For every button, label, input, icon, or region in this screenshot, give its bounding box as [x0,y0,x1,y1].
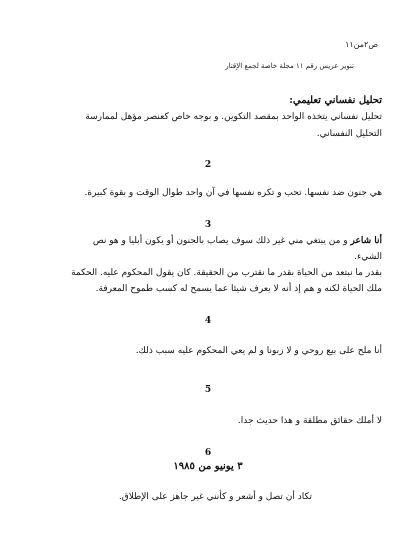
section-number: 3 [204,220,212,230]
section-number: 2 [204,160,212,170]
paragraph-line: ملك الحياة لكنه و هم إذ أنه لا يعرف شيئا عما يسمح له كسب طموح المعرفة. [95,284,382,294]
paragraph-line: هي جنون ضد نفسها. تحب و تكره نفسها في آن واحد طوال الوقت و بقوة كبيرة. [84,188,382,198]
paragraph-line: الشيء. [354,252,382,262]
paragraph-line: بقدر ما نبتعد من الحياة بقدر ما نقترب من الحقيقة. كان يقول المحكوم عليه. الحكمة [71,268,382,278]
document-header: تنوير عريس رقم ١١ مجلة خاصة لجمع الإقتار [225,62,354,70]
date-line: ٣ يونيو من ١٩٨٥ [173,461,243,472]
paragraph-line: لا أملك حقائق مطلقة و هذا حديث جدا. [237,416,382,426]
paragraph-line: تكاد أن تصل و أشعر و كأنني غير جاهز على الإطلاق. [118,492,312,502]
paragraph-line [93,236,382,246]
section-number: 4 [204,316,212,326]
line-text: و من يبتغي مني غير ذلك سوف يصاب بالجنون أو يكون أبليا و هو نص [92,236,348,246]
section-number: 6 [204,448,212,458]
section-number: 5 [204,385,212,395]
paragraph-line: التحليل النفساني. [316,129,382,139]
section-title: تحليل نفساني تعليمي: [289,95,382,106]
lead-phrase: أنا شاعر [350,236,382,246]
paragraph-line: أنا ملح على بيع روحي و لا زبونا و لم يعي المحكوم عليه سبب ذلك. [135,346,382,356]
page-number: ص٢من١١ [345,40,378,49]
paragraph-line: تحليل نفساني يتخذه الواحد بمقصد التكوين. و بوجه خاص كعنصر مؤهل لممارسة [85,112,382,122]
